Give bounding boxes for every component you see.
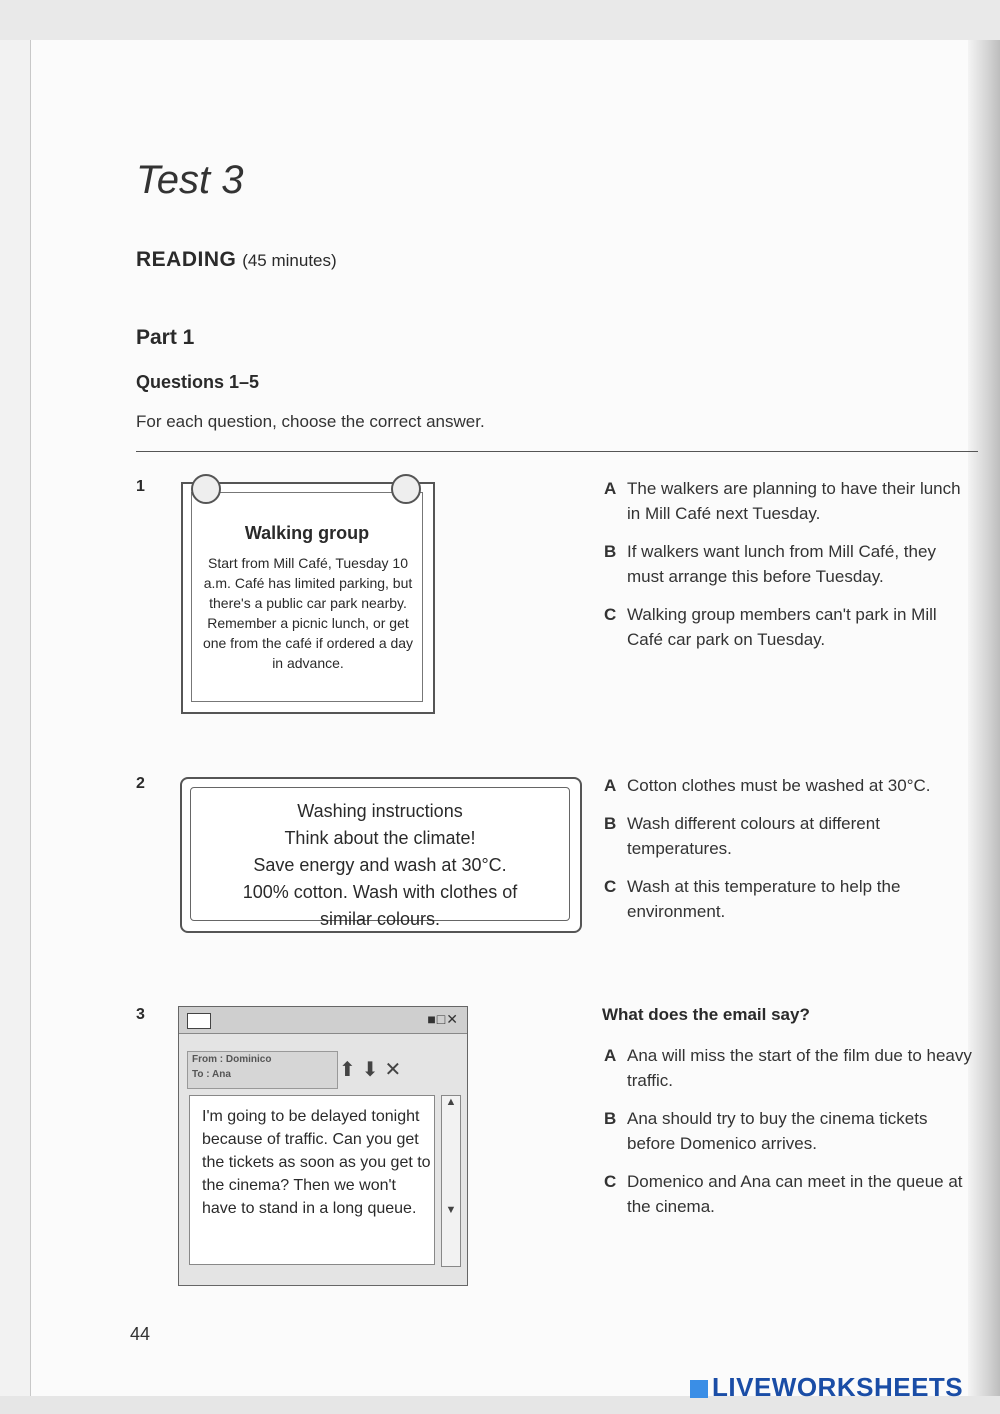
question-number-3: 3 [136, 1006, 145, 1023]
test-title: Test 3 [136, 158, 244, 202]
email-to-value: Ana [212, 1069, 231, 1080]
option-text: Walking group members can't park in Mill Café car park on Tuesday. [627, 605, 937, 649]
option-text: The walkers are planning to have their lunch in Mill Café next Tuesday. [627, 479, 961, 523]
label-line: Save energy and wash at 30°C. [253, 855, 507, 875]
page-number: 44 [130, 1324, 151, 1344]
q2-option-c[interactable] [604, 874, 974, 924]
option-text: Domenico and Ana can meet in the queue at the cinema. [627, 1172, 963, 1216]
q3-option-b[interactable] [604, 1106, 974, 1156]
arrow-up-icon: ⬆ [339, 1059, 362, 1081]
label-line: 100% cotton. Wash with clothes of [242, 882, 518, 902]
option-letter: A [604, 776, 617, 795]
close-icon: ✕ [384, 1059, 408, 1081]
envelope-icon [187, 1013, 211, 1029]
option-letter: A [604, 1046, 617, 1065]
email-to-row [192, 1067, 337, 1082]
option-letter: C [604, 605, 617, 624]
liveworksheets-logo [690, 1372, 963, 1403]
email-titlebar [179, 1007, 467, 1034]
window-controls-icon: ■□✕ [427, 1011, 459, 1027]
arrow-down-icon: ⬇ [361, 1059, 385, 1081]
option-letter: A [604, 479, 617, 498]
washing-instructions-label [180, 777, 582, 933]
question-number-2: 2 [136, 775, 145, 792]
email-from-label: From : [192, 1054, 224, 1065]
logo-text: LIVEWORKSHEETS [712, 1372, 964, 1402]
option-letter: B [604, 814, 617, 833]
label-text [191, 798, 569, 933]
label-line: Think about the climate! [284, 828, 476, 848]
scrollbar-icon: ▲ ▼ [441, 1095, 461, 1267]
q1-option-c[interactable] [604, 602, 974, 652]
logo-badge-icon [690, 1380, 708, 1398]
option-letter: C [604, 1172, 617, 1191]
pin-icon [391, 474, 421, 504]
section-name: READING [136, 248, 237, 271]
email-window [178, 1006, 468, 1286]
q3-option-a[interactable] [604, 1043, 974, 1093]
instruction-text: For each question, choose the correct answer. [136, 412, 485, 431]
label-inner-border [190, 787, 570, 929]
questions-heading: Questions 1–5 [136, 372, 260, 392]
notice-title: Walking group [244, 523, 370, 543]
email-nav-icons [339, 1057, 407, 1082]
walking-group-notice [181, 482, 435, 714]
email-body: I'm going to be delayed tonight because of traffic. Can you get the tickets as soon as you get to the cinema? Then we won't have to stand in a long queue. [189, 1095, 435, 1265]
option-text: Ana will miss the start of the film due to heavy traffic. [627, 1046, 972, 1090]
part-heading: Part 1 [136, 326, 195, 349]
option-text: Ana should try to buy the cinema tickets before Domenico arrives. [627, 1109, 928, 1153]
q1-option-b[interactable] [604, 539, 974, 589]
option-letter: C [604, 877, 617, 896]
q2-option-a[interactable] [604, 773, 974, 798]
option-letter: B [604, 542, 617, 561]
option-letter: B [604, 1109, 617, 1128]
question-prompt: What does the email say? [602, 1005, 810, 1024]
q1-option-a[interactable] [604, 476, 974, 526]
email-to-label: To : [192, 1069, 210, 1080]
scan-top-shade [0, 0, 1000, 40]
option-text: Wash at this temperature to help the environment. [627, 877, 901, 921]
notice-inner-border [191, 492, 423, 702]
label-line: Washing instructions [297, 801, 463, 821]
divider-rule [136, 451, 978, 452]
q3-option-c[interactable] [604, 1169, 974, 1219]
email-from-value: Dominico [225, 1054, 272, 1065]
email-header-fields [187, 1051, 338, 1089]
notice-text: Start from Mill Café, Tuesday 10 a.m. Café has limited parking, but there's a public car park nearby. Remember a picnic lunch, or get one from the café if ordered a day in advance. [202, 555, 414, 671]
q2-option-b[interactable] [604, 811, 974, 861]
label-line: similar colours. [319, 909, 441, 929]
email-from-row [192, 1052, 337, 1067]
section-duration: (45 minutes) [242, 251, 337, 270]
option-text: Wash different colours at different temperatures. [627, 814, 880, 858]
pin-icon [191, 474, 221, 504]
option-text: If walkers want lunch from Mill Café, they must arrange this before Tuesday. [627, 542, 936, 586]
section-heading [136, 248, 337, 272]
question-number-1: 1 [136, 478, 145, 495]
option-text: Cotton clothes must be washed at 30°C. [627, 776, 931, 795]
